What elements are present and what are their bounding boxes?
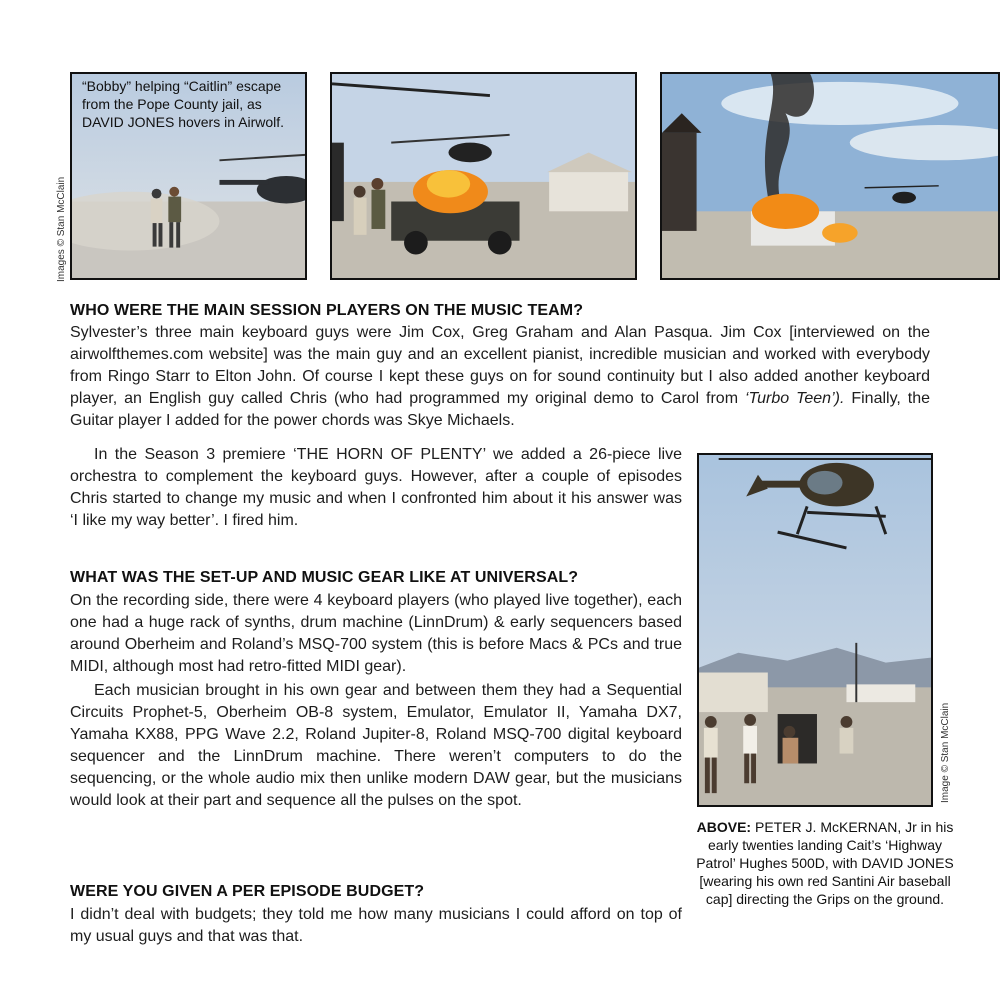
photo-caption-right: ABOVE: PETER J. McKERNAN, Jr in his early twenties landing Cait’s ‘Highway Patrol’ Hughes 500D, with DAVID JONES [wearing his own red Santini Air baseball cap] directing the Grips on the ground. xyxy=(696,819,954,907)
photo-credit-right: Image © Stan McClain xyxy=(940,702,951,803)
heading-music-gear: WHAT WAS THE SET-UP AND MUSIC GEAR LIKE AT UNIVERSAL? xyxy=(70,569,579,586)
helicopter-landing-illustration xyxy=(699,455,931,805)
paragraph-session-players-2: In the Season 3 premiere ‘THE HORN OF PLENTY’ we added a 26-piece live orchestra to complement the keyboard guys. However, after a couple of episodes Chris started to change my music and when I confronted him about it his answer was ‘I like my way better’. I fired him. xyxy=(70,446,682,529)
paragraph-music-gear-1: On the recording side, there were 4 keyboard players (who played live together), each one had a huge rack of synths, drum machine (LinnDrum) & early sequencers based around Oberheim and Roland’s MSQ-700 system (this is before Macs & PCs and true MIDI, although most had retro-fitted MIDI gear). xyxy=(70,592,682,675)
paragraph-episode-budget: I didn’t deal with budgets; they told me how many musicians I could afford on top of my usual guys and that was that. xyxy=(70,906,682,945)
photo-credit-top: Images © Stan McClain xyxy=(56,176,67,282)
heading-episode-budget: WERE YOU GIVEN A PER EPISODE BUDGET? xyxy=(70,883,425,900)
paragraph-music-gear-2: Each musician brought in his own gear and between them they had a Sequential Circuits Prophet-5, Oberheim OB-8 system, Emulator, Emulator II, Yamaha DX7, Yamaha KX88, PPG Wave 2.2, Roland Jupiter-8, Roland MSQ-700 digital keyboard sequencer and the LinnDrum machine. There weren’t computers to do the sequencing, or the whole audio mix then unlike modern DAW gear, but the musicians would look at their part and sequence all the pulses on the spot. xyxy=(70,682,682,809)
burning-truck-illustration xyxy=(332,74,635,278)
photo-helicopter-landing xyxy=(697,453,933,807)
photo-caption-inset: “Bobby” helping “Caitlin” escape from the Pope County jail, as DAVID JONES hovers in Airwolf. xyxy=(82,78,285,130)
burning-car-illustration xyxy=(662,74,998,278)
photo-burning-car xyxy=(660,72,1000,280)
heading-session-players: WHO WERE THE MAIN SESSION PLAYERS ON THE MUSIC TEAM? xyxy=(70,302,584,319)
photo-burning-truck xyxy=(330,72,637,280)
paragraph-session-players-1: Sylvester’s three main keyboard guys were Jim Cox, Greg Graham and Alan Pasqua. Jim Cox [interviewed on the airwolfthemes.com website] was the main guy and an excellent pianist, incredible musician and worked with everybody from Ringo Starr to Elton John. Of course I kept these guys on for sound continuity but I also added another keyboard player, an English guy called Chris (who had programmed my original demo to Carol from ‘Turbo Teen’). Finally, the Guitar player I added for the power chords was Skye Michaels. xyxy=(70,324,931,429)
